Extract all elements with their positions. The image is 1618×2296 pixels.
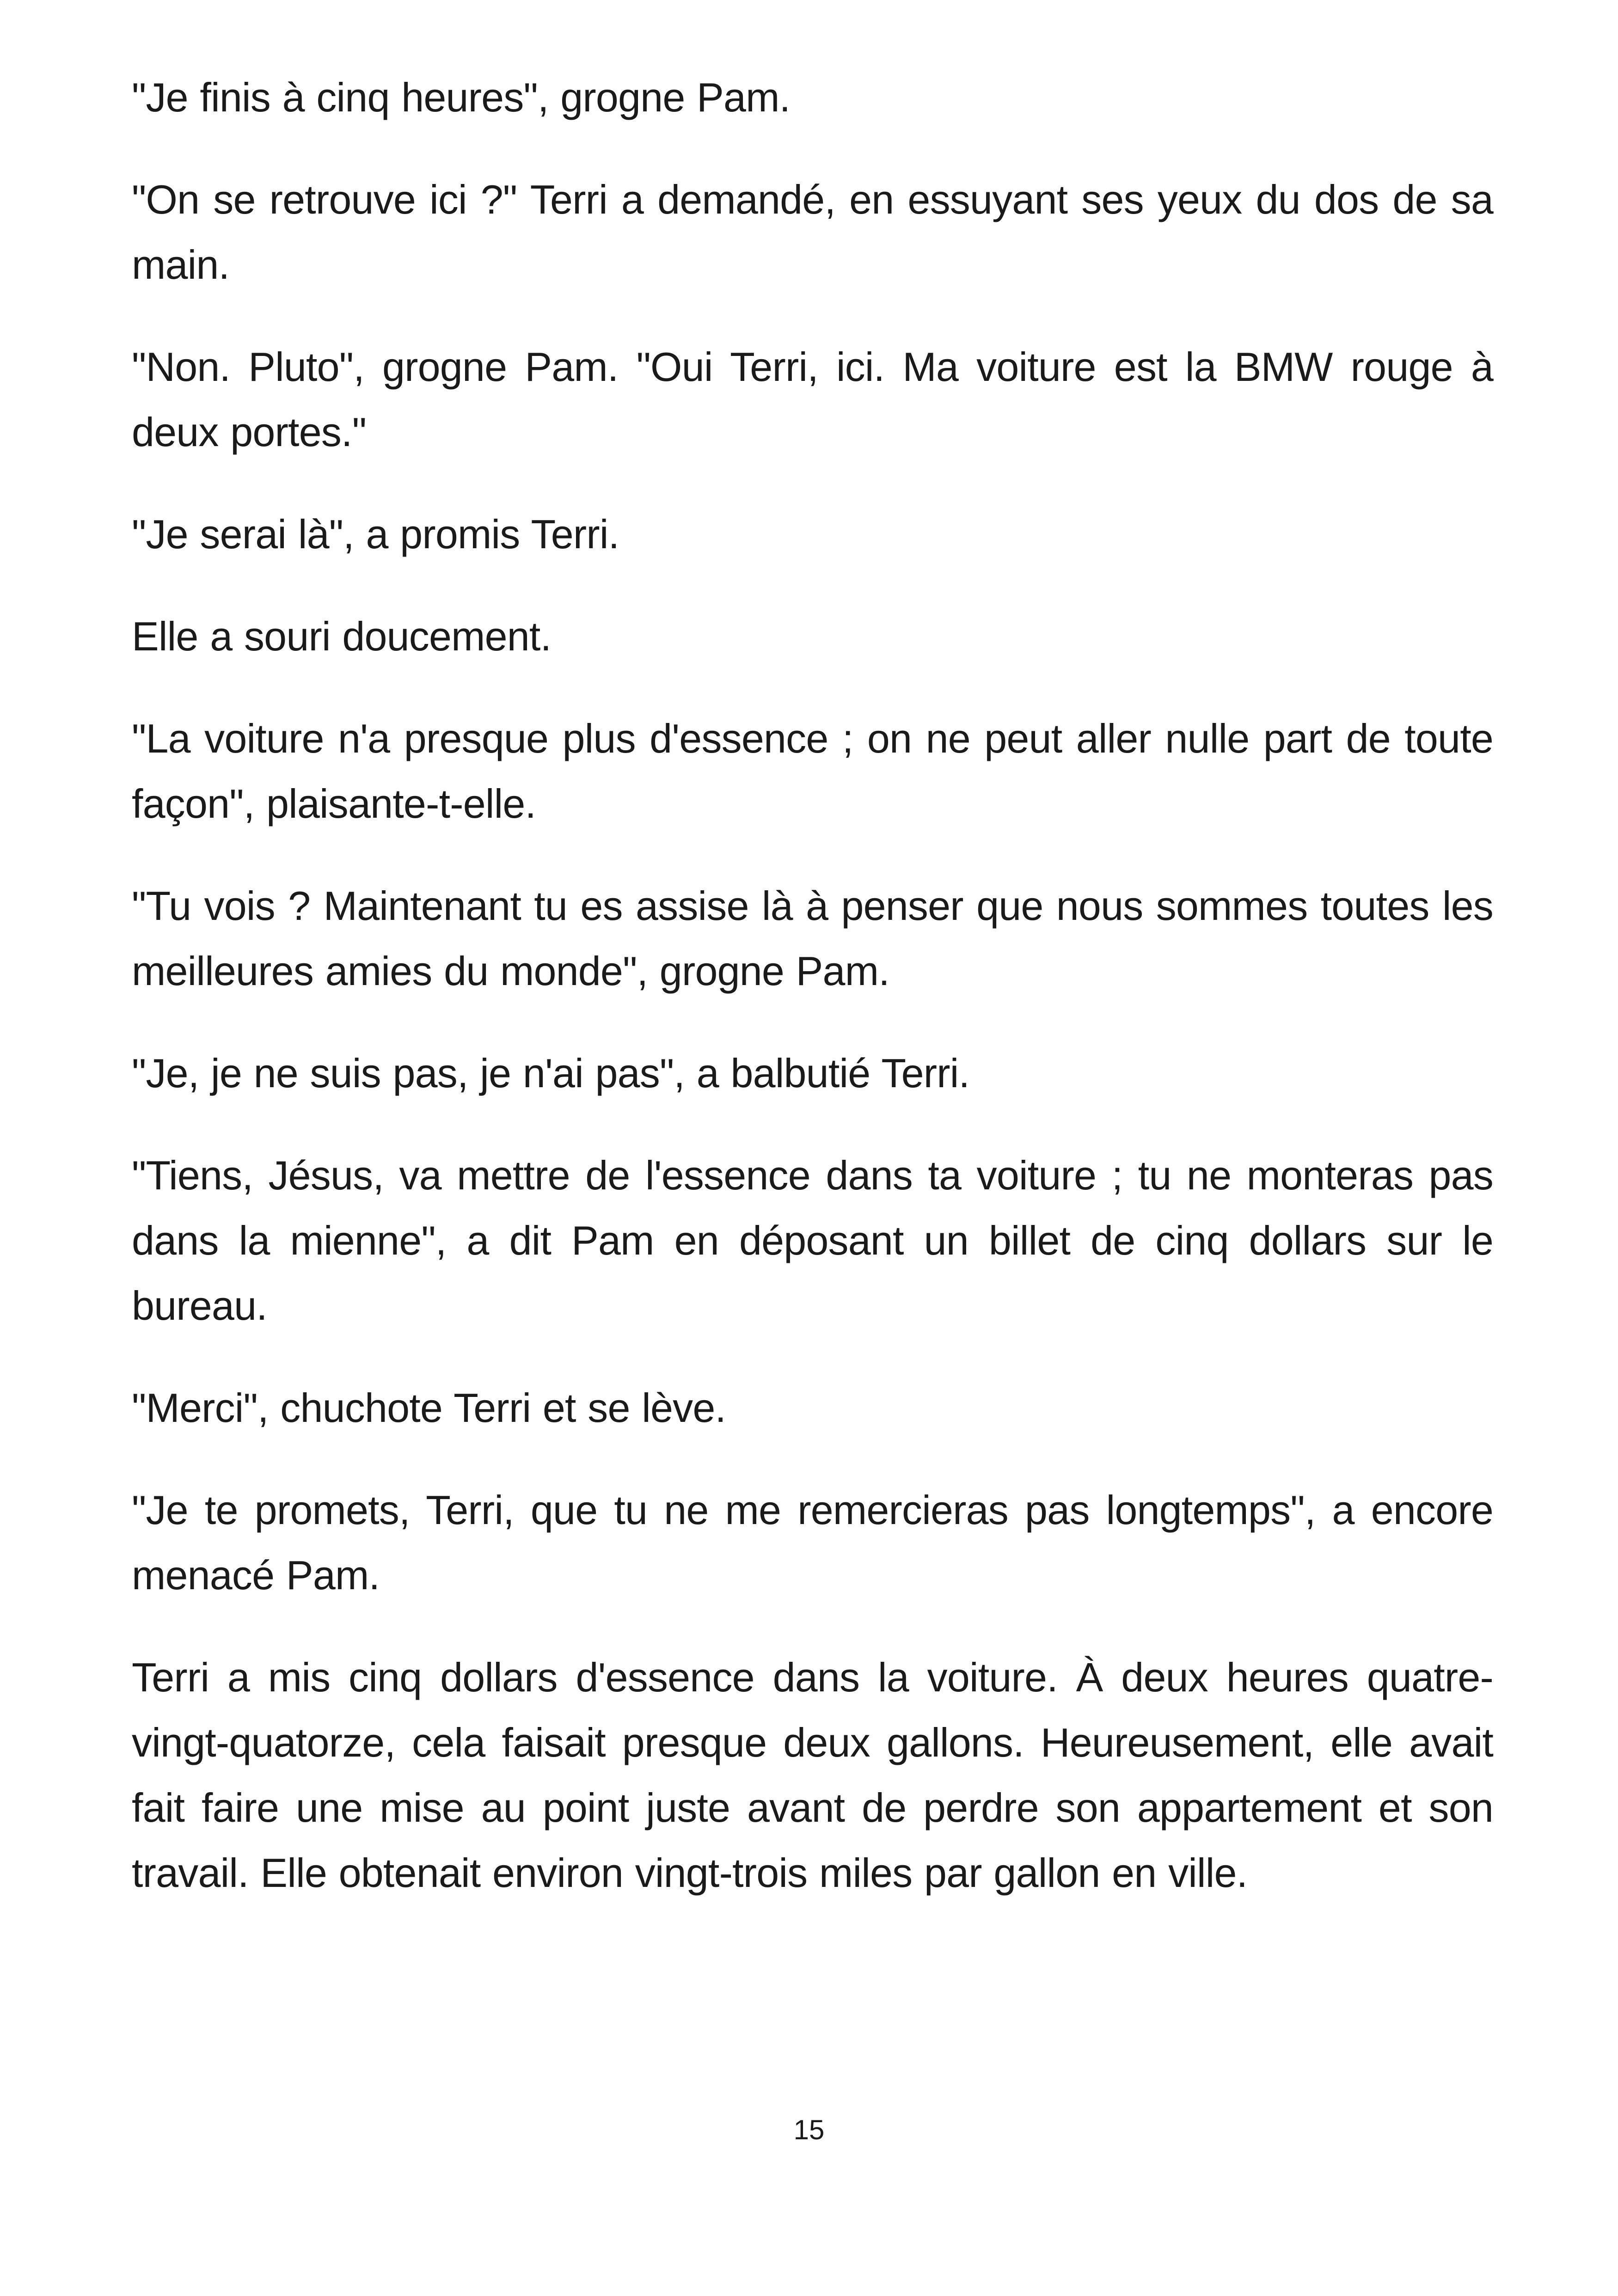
paragraph-4: "Je serai là", a promis Terri.: [132, 511, 619, 557]
paragraph-3: "Non. Pluto", grogne Pam. "Oui Terri, ici. Ma voiture est la BMW rouge à deux portes.": [132, 344, 1493, 455]
paragraph-12: Terri a mis cinq dollars d'essence dans la voiture. À deux heures quatre-vingt-quatorze, cela faisait presque deux gallons. Heureusement, elle avait fait faire une mise au point juste avant de perdre son appartement et son travail. Elle obtenait environ vingt-trois miles par gallon en ville.: [132, 1654, 1493, 1896]
paragraph-7: "Tu vois ? Maintenant tu es assise là à penser que nous sommes toutes les meilleures amies du monde", grogne Pam.: [132, 883, 1493, 994]
paragraph-6: "La voiture n'a presque plus d'essence ; on ne peut aller nulle part de toute façon", plaisante-t-elle.: [132, 716, 1493, 827]
paragraph-11: "Je te promets, Terri, que tu ne me remercieras pas longtemps", a encore menacé Pam.: [132, 1487, 1493, 1598]
text-body: [132, 65, 1493, 1905]
page-number: 15: [793, 2114, 825, 2145]
paragraph-2: "On se retrouve ici ?" Terri a demandé, en essuyant ses yeux du dos de sa main.: [132, 177, 1493, 288]
paragraph-8: "Je, je ne suis pas, je n'ai pas", a balbutié Terri.: [132, 1050, 970, 1096]
paragraph-5: Elle a souri doucement.: [132, 613, 552, 659]
paragraph-1: "Je finis à cinq heures", grogne Pam.: [132, 74, 791, 120]
paragraph-9: "Tiens, Jésus, va mettre de l'essence dans ta voiture ; tu ne monteras pas dans la mienne", a dit Pam en déposant un billet de cinq dollars sur le bureau.: [132, 1152, 1493, 1329]
paragraph-10: "Merci", chuchote Terri et se lève.: [132, 1385, 726, 1431]
